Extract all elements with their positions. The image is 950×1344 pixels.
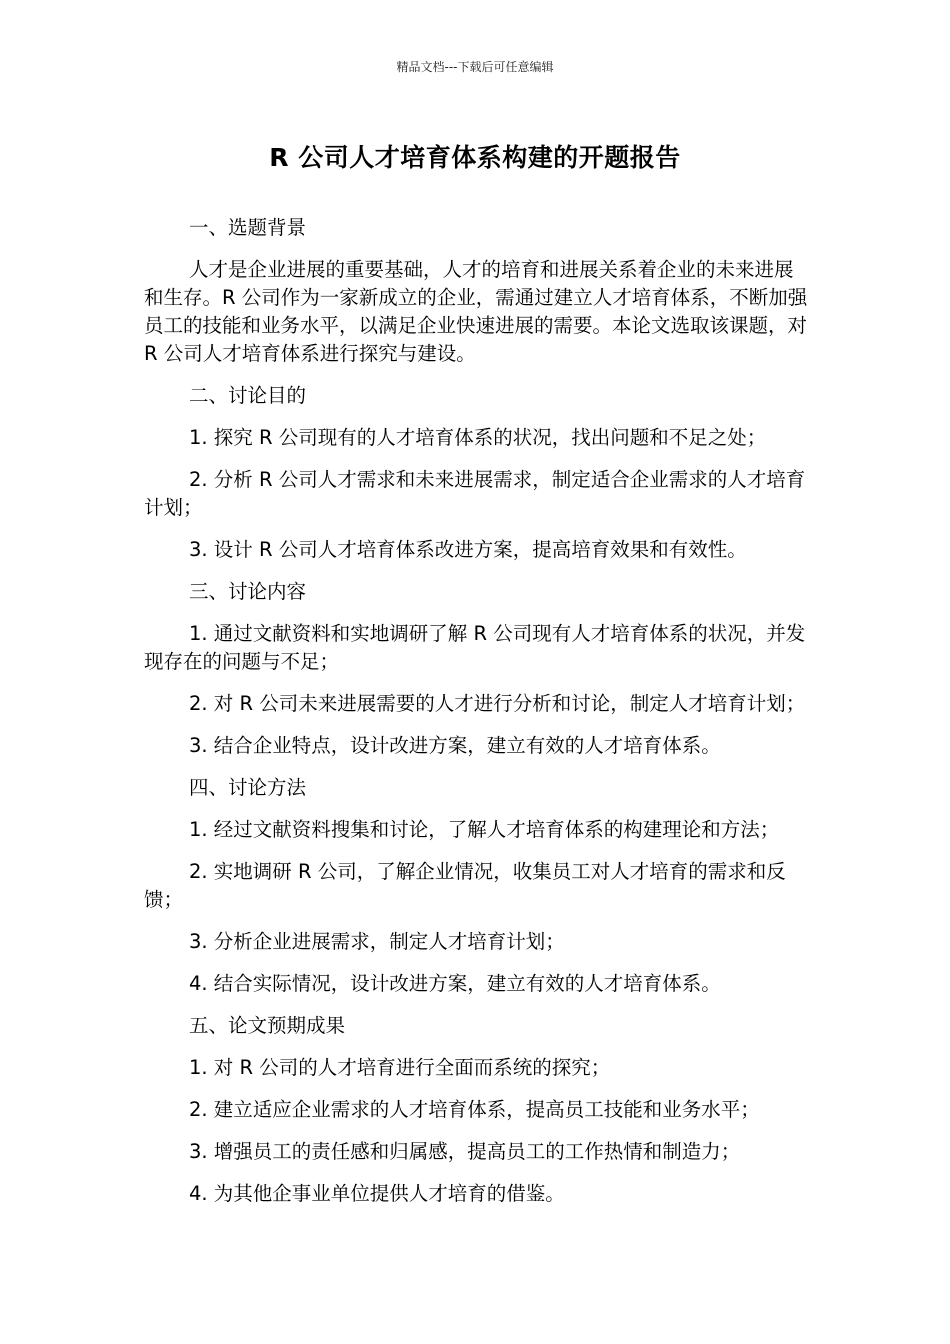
list-item-method-1: 1. 经过文献资料搜集和讨论，了解人才培育体系的构建理论和方法； <box>189 818 780 841</box>
list-item-outcome-3: 3. 增强员工的责任感和归属感，提高员工的工作热情和制造力； <box>189 1140 741 1163</box>
document-body <box>144 214 809 1222</box>
list-item-content-2: 2. 对 R 公司未来进展需要的人才进行分析和讨论，制定人才培育计划； <box>189 692 806 715</box>
section-heading-method: 四、讨论方法 <box>189 776 307 799</box>
list-item-purpose-1: 1. 探究 R 公司现有的人才培育体系的状况，找出问题和不足之处； <box>189 426 767 449</box>
list-item-outcome-1: 1. 对 R 公司的人才培育进行全面而系统的探究； <box>189 1056 611 1079</box>
list-item-content-3: 3. 结合企业特点，设计改进方案，建立有效的人才培育体系。 <box>189 734 721 757</box>
list-item-method-4: 4. 结合实际情况，设计改进方案，建立有效的人才培育体系。 <box>189 972 721 995</box>
section-heading-outcomes: 五、论文预期成果 <box>189 1014 346 1037</box>
list-item-purpose-2: 2. 分析 R 公司人才需求和未来进展需求，制定适合企业需求的人才培育计划； <box>144 468 806 519</box>
list-item-outcome-2: 2. 建立适应企业需求的人才培育体系，提高员工技能和业务水平； <box>189 1098 760 1121</box>
list-item-purpose-3: 3. 设计 R 公司人才培育体系改进方案，提高培育效果和有效性。 <box>189 538 747 561</box>
list-item-method-3: 3. 分析企业进展需求，制定人才培育计划； <box>189 930 565 953</box>
document-title: R 公司人才培育体系构建的开题报告 <box>269 143 681 172</box>
list-item-content-1: 1. 通过文献资料和实地调研了解 R 公司现有人才培育体系的状况，并发现存在的问题与不足； <box>144 622 806 673</box>
paragraph-background: 人才是企业进展的重要基础，人才的培育和进展关系着企业的未来进展和生存。R 公司作为一家新成立的企业，需通过建立人才培育体系，不断加强员工的技能和业务水平，以满足企业快速进展的需要。本论文选取该课题，对 R 公司人才培育体系进行探究与建设。 <box>144 258 808 365</box>
section-heading-content: 三、讨论内容 <box>189 580 307 603</box>
list-item-method-2: 2. 实地调研 R 公司，了解企业情况，收集员工对人才培育的需求和反馈； <box>144 860 786 911</box>
list-item-outcome-4: 4. 为其他企事业单位提供人才培育的借鉴。 <box>189 1182 565 1205</box>
section-heading-purpose: 二、讨论目的 <box>189 384 307 407</box>
header-note: 精品文档---下载后可任意编辑 <box>396 60 554 74</box>
section-heading-background: 一、选题背景 <box>189 216 307 239</box>
